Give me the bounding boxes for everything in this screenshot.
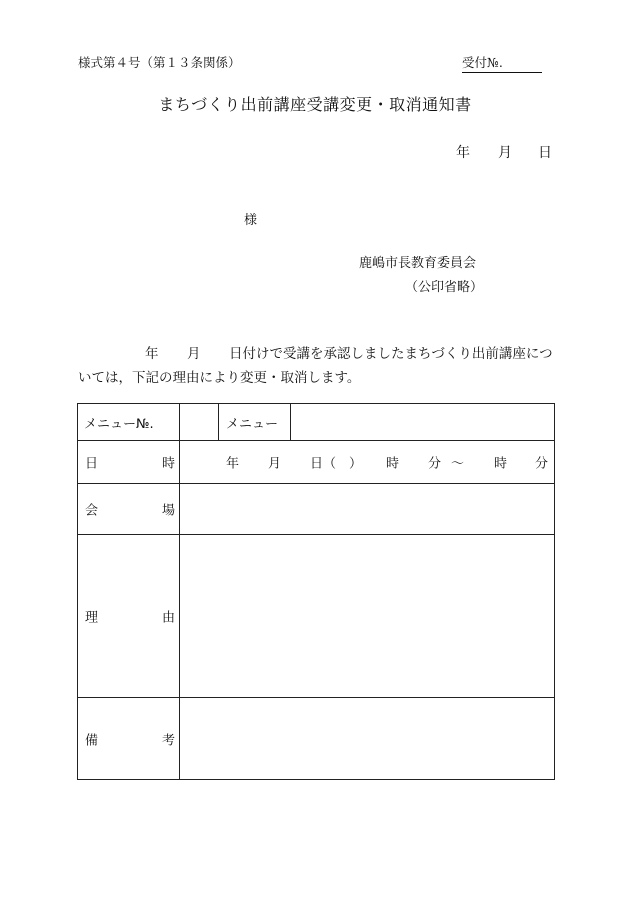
dt-hour2: 時: [494, 456, 508, 472]
body-year: 年: [145, 346, 159, 362]
datetime-label-a: 日: [85, 456, 99, 472]
seal-note: （公印省略）: [405, 280, 484, 295]
dt-year: 年: [226, 456, 240, 472]
menu-number-label: メニュー№.: [84, 416, 154, 432]
menu-label-cell: [219, 404, 291, 441]
reason-input[interactable]: [180, 535, 555, 698]
details-table: [77, 403, 555, 780]
body-line1: 日付けで受講を承認しましたまちづくり出前講座につ: [229, 346, 553, 362]
table-row-venue: [78, 484, 555, 535]
menu-label: メニュー: [226, 416, 279, 432]
dt-minute1: 分: [428, 456, 442, 472]
venue-label-b: 場: [162, 503, 176, 519]
venue-label-cell: [78, 484, 180, 535]
datetime-input[interactable]: [180, 441, 555, 484]
table-row-remarks: [78, 698, 555, 780]
table-row-datetime: [78, 441, 555, 484]
venue-input[interactable]: [180, 484, 555, 535]
remarks-label-a: 備: [85, 733, 99, 748]
body-month: 月: [187, 346, 201, 362]
dt-hour1: 時: [386, 456, 400, 472]
venue-label-a: 会: [85, 503, 99, 519]
reason-label-cell: [78, 535, 180, 698]
dt-day: 日（ ）: [310, 456, 363, 472]
reason-label-b: 由: [162, 610, 176, 626]
reception-number-field[interactable]: 受付№.: [462, 53, 542, 73]
reason-label-a: 理: [85, 610, 99, 626]
recipient-suffix: 様: [244, 213, 258, 228]
issuer-name: 鹿嶋市長教育委員会: [359, 256, 477, 271]
issue-date-day: 日: [538, 145, 552, 161]
body-line2: いては，下記の理由により変更・取消します。: [78, 370, 361, 386]
datetime-label-cell: [78, 441, 180, 484]
remarks-input[interactable]: [180, 698, 555, 780]
dt-month: 月: [268, 456, 282, 472]
remarks-label-cell: [78, 698, 180, 780]
datetime-label-b: 時: [162, 456, 176, 472]
table-row-reason: [78, 535, 555, 698]
menu-number-input[interactable]: [180, 404, 219, 441]
document-title: まちづくり出前講座受講変更・取消通知書: [158, 95, 472, 114]
dt-tilde: ～: [451, 456, 465, 472]
form-number: 様式第４号（第１３条関係）: [78, 55, 241, 70]
issue-date-month: 月: [498, 145, 512, 161]
remarks-label-b: 考: [162, 733, 176, 748]
table-row-menu: [78, 404, 555, 441]
issue-date-year: 年: [456, 145, 470, 161]
menu-number-label-cell: [78, 404, 180, 441]
menu-name-input[interactable]: [291, 404, 555, 441]
dt-minute2: 分: [535, 456, 549, 472]
